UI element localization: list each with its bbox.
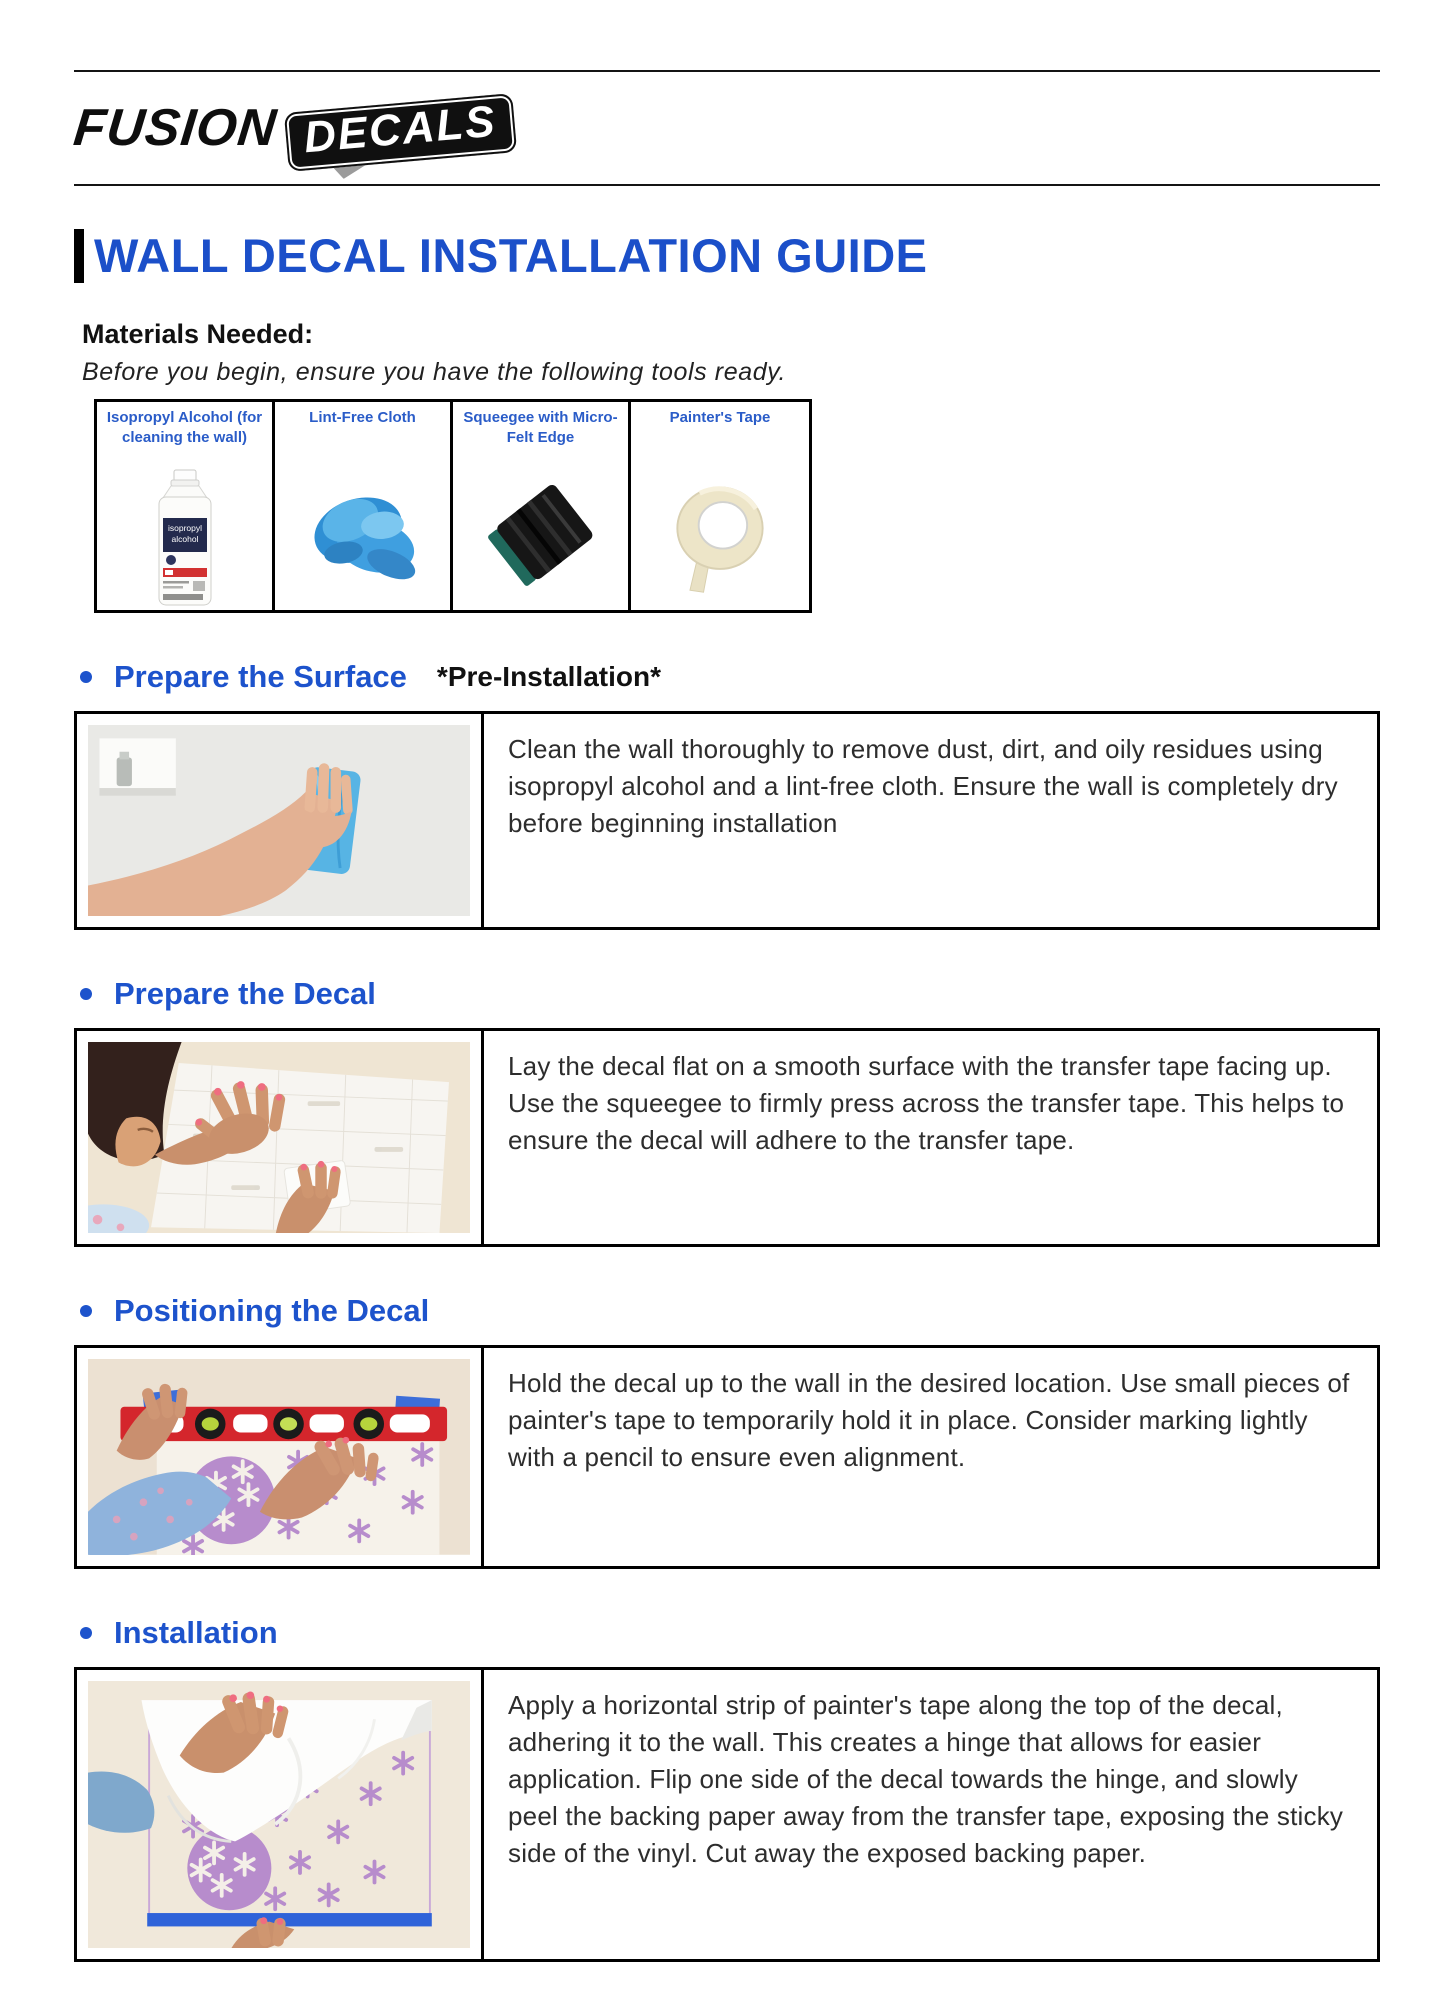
squeegee-image: [468, 468, 614, 602]
materials-label: Lint-Free Cloth: [309, 409, 416, 426]
step-4-heading-row: [80, 1615, 1380, 1651]
logo-bottom-divider: [74, 184, 1380, 186]
step-1-heading: Prepare the Surface: [114, 659, 407, 694]
step-3-heading: Positioning the Decal: [114, 1293, 430, 1328]
pre-installation-note: *Pre-Installation*: [436, 661, 661, 692]
step-3-text: Hold the decal up to the wall in the desired location. Use small pieces of painter's tape to temporarily hold it in place. Consider marking lightly with a pencil to ensure even alignment.: [508, 1368, 1350, 1472]
bullet-icon: [80, 988, 92, 1000]
lint-free-cloth-image: [290, 468, 436, 602]
step-1-text: Clean the wall thoroughly to remove dust, dirt, and oily residues using isopropyl alcohol and a lint-free cloth. Ensure the wall is completely dry before beginning installation: [508, 734, 1338, 838]
painters-tape-image: [647, 468, 793, 602]
step-1-box: [74, 711, 1380, 930]
step-4-box: [74, 1667, 1380, 1962]
step-3-box: [74, 1345, 1380, 1569]
step-2-heading-row: [80, 976, 1380, 1012]
materials-cell-painters-tape: [631, 402, 809, 610]
level-alignment-photo: [77, 1348, 484, 1566]
step-1-heading-row: [80, 659, 1380, 695]
bullet-icon: [80, 671, 92, 683]
top-divider: [74, 70, 1380, 72]
step-2-heading: Prepare the Decal: [114, 976, 376, 1011]
bullet-icon: [80, 1627, 92, 1639]
step-3-heading-row: [80, 1293, 1380, 1329]
isopropyl-alcohol-bottle-image: [130, 468, 240, 608]
materials-label: Painter's Tape: [669, 409, 771, 426]
title-row: [74, 228, 1380, 283]
cleaning-wall-photo: [77, 714, 484, 927]
materials-subheading: Before you begin, ensure you have the following tools ready.: [82, 358, 787, 386]
materials-cell-isopropyl-alcohol: [97, 402, 275, 610]
materials-cell-lint-free-cloth: [275, 402, 453, 610]
step-2-text: Lay the decal flat on a smooth surface with the transfer tape facing up. Use the squeegee to firmly press across the transfer tape. This helps to ensure the decal will adhere to the transfer tape.: [508, 1051, 1345, 1155]
materials-table: [94, 399, 812, 613]
peel-backing-photo: [77, 1670, 484, 1959]
brand-logo-decals-text: DECALS: [284, 93, 517, 172]
title-accent-bar: [74, 229, 84, 283]
page-title: WALL DECAL INSTALLATION GUIDE: [94, 229, 928, 282]
materials-section: [82, 319, 1380, 613]
materials-label: Isopropyl Alcohol (for cleaning the wall): [106, 409, 263, 446]
svg-text:isopropyl: isopropyl: [167, 523, 202, 533]
step-2-box: [74, 1028, 1380, 1247]
bullet-icon: [80, 1305, 92, 1317]
brand-logo: [70, 86, 1380, 172]
materials-label: Squeegee with Micro-Felt Edge: [463, 409, 618, 446]
brand-logo-sticker-wrap: [286, 96, 515, 163]
materials-cell-squeegee: [453, 402, 631, 610]
materials-heading: Materials Needed:: [82, 319, 314, 349]
step-4-heading: Installation: [114, 1614, 278, 1650]
svg-text:alcohol: alcohol: [171, 534, 198, 544]
squeegee-decal-photo: [77, 1031, 484, 1244]
brand-logo-fusion-text: FUSION: [70, 99, 280, 157]
step-4-text: Apply a horizontal strip of painter's tape along the top of the decal, adhering it to the wall. This creates a hinge that allows for easier application. Flip one side of the decal towards the hinge, and slowly peel the backing paper away from the transfer tape, exposing the sticky side of the vinyl. Cut away the exposed backing paper.: [508, 1689, 1344, 1868]
